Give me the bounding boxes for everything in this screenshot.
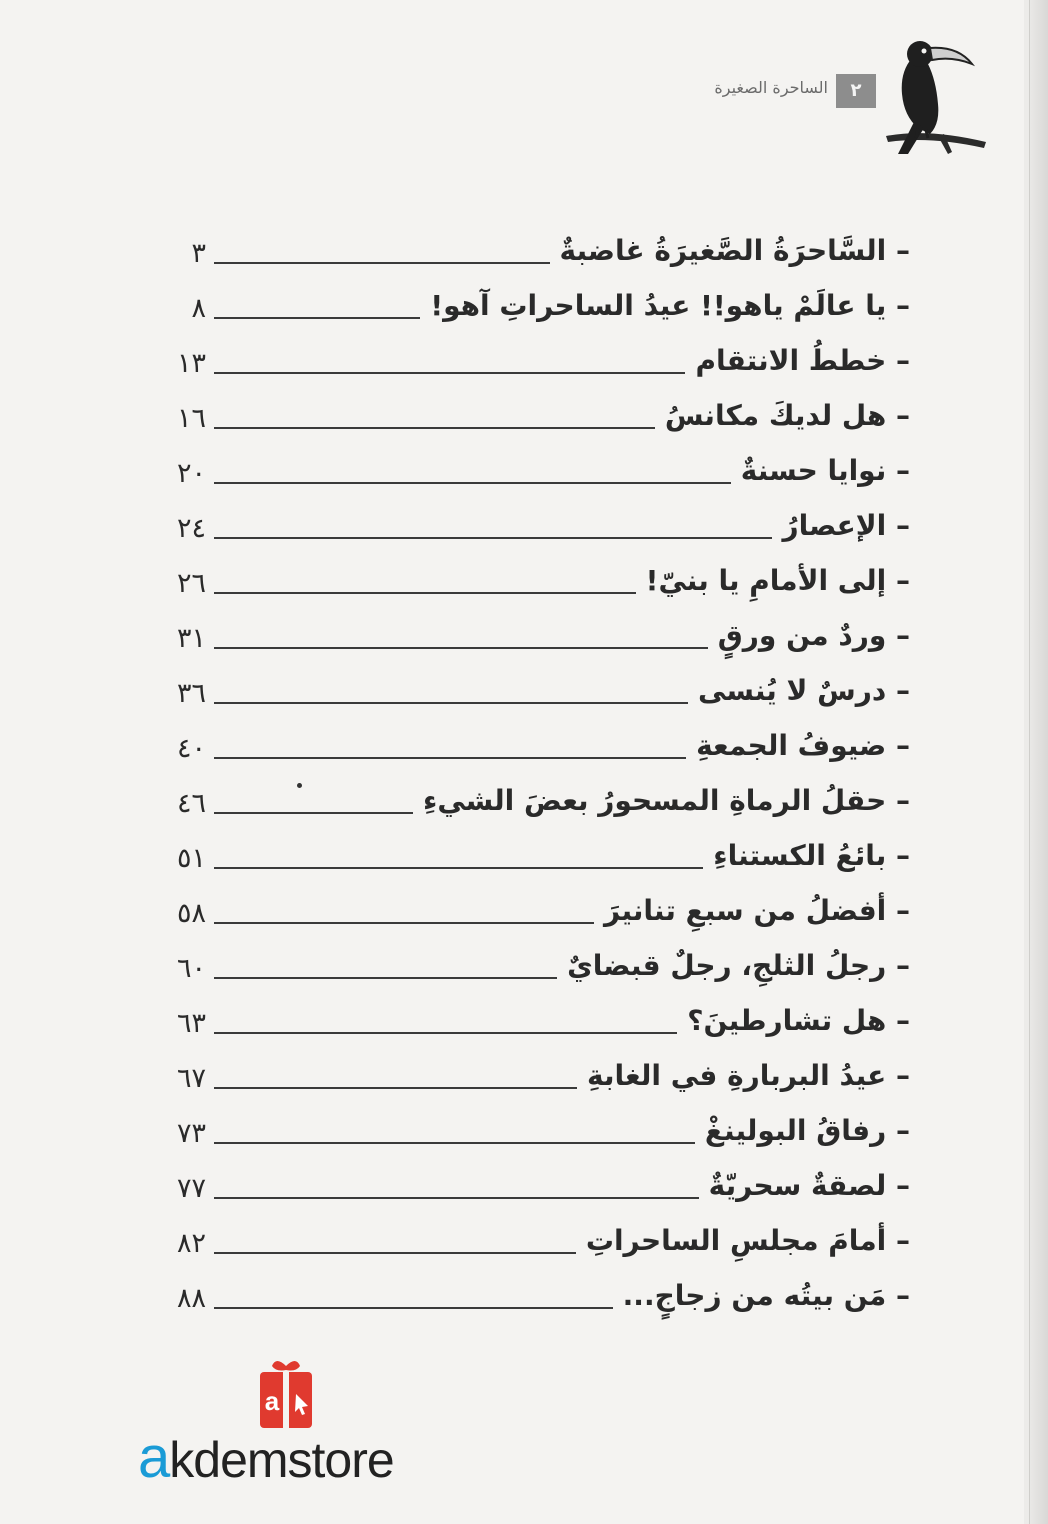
toc-page-number: ٥١ bbox=[176, 843, 206, 874]
toc-entry bbox=[150, 780, 910, 835]
toc-entry bbox=[150, 1220, 910, 1275]
toc-page-number: ٨٨ bbox=[176, 1283, 206, 1314]
toc-entry bbox=[150, 945, 910, 1000]
toc-entry bbox=[150, 395, 910, 450]
toc-entry bbox=[150, 1165, 910, 1220]
ink-speck bbox=[297, 783, 302, 788]
toc-chapter-title: – بائعُ الكستناءِ bbox=[713, 839, 910, 872]
toc-entry bbox=[150, 1000, 910, 1055]
toc-leader-line bbox=[214, 922, 594, 924]
store-brand-initial: a bbox=[138, 1425, 170, 1490]
toc-page-number: ٧٣ bbox=[176, 1118, 206, 1149]
toc-leader-line bbox=[214, 317, 420, 319]
toc-entry bbox=[150, 890, 910, 945]
store-brand-name bbox=[138, 1424, 394, 1491]
toc-chapter-title: – رجلُ الثلجِ، رجلٌ قبضايٌ bbox=[567, 949, 910, 982]
toc-entry bbox=[150, 230, 910, 285]
toc-chapter-title: – إلى الأمامِ يا بنيّ! bbox=[645, 564, 910, 597]
toc-leader-line bbox=[214, 1307, 613, 1309]
toc-entry bbox=[150, 1055, 910, 1110]
toc-leader-line bbox=[214, 977, 557, 979]
toc-leader-line bbox=[214, 867, 703, 869]
toc-chapter-title: – رفاقُ البولينغْ bbox=[704, 1114, 910, 1147]
toc-page-number: ٦٠ bbox=[176, 953, 206, 984]
toc-page-number: ٤٦ bbox=[176, 788, 206, 819]
store-brand-rest: kdemstore bbox=[169, 1432, 394, 1488]
store-watermark bbox=[138, 1356, 438, 1490]
toc-leader-line bbox=[214, 1032, 677, 1034]
toc-leader-line bbox=[214, 1197, 699, 1199]
toc-page-number: ٢٦ bbox=[176, 568, 206, 599]
toc-chapter-title: – أمامَ مجلسِ الساحراتِ bbox=[585, 1224, 910, 1257]
crow-on-branch-icon bbox=[878, 24, 988, 164]
toc-leader-line bbox=[214, 1142, 695, 1144]
table-of-contents bbox=[150, 230, 910, 1330]
toc-chapter-title: – خططُ الانتقام bbox=[695, 344, 910, 377]
toc-page-number: ٣١ bbox=[176, 623, 206, 654]
toc-leader-line bbox=[214, 537, 772, 539]
toc-leader-line bbox=[214, 647, 708, 649]
toc-leader-line bbox=[214, 1252, 576, 1254]
logo-letter: a bbox=[264, 1386, 280, 1416]
toc-page-number: ٦٧ bbox=[176, 1063, 206, 1094]
toc-chapter-title: – أفضلُ من سبعِ تنانيرَ bbox=[604, 894, 910, 927]
toc-page-number: ١٦ bbox=[176, 403, 206, 434]
toc-entry bbox=[150, 835, 910, 890]
toc-page-number: ٦٣ bbox=[176, 1008, 206, 1039]
toc-chapter-title: – الإعصارُ bbox=[782, 509, 910, 542]
toc-page-number: ٤٠ bbox=[176, 733, 206, 764]
toc-leader-line bbox=[214, 427, 655, 429]
toc-entry bbox=[150, 670, 910, 725]
toc-page-number: ٨٢ bbox=[176, 1228, 206, 1259]
toc-entry bbox=[150, 450, 910, 505]
toc-entry bbox=[150, 340, 910, 395]
toc-leader-line bbox=[214, 482, 731, 484]
toc-chapter-title: – حقلُ الرماةِ المسحورُ بعضَ الشيءِ bbox=[423, 784, 910, 817]
toc-chapter-title: – ضيوفُ الجمعةِ bbox=[696, 729, 910, 762]
toc-entry bbox=[150, 285, 910, 340]
toc-leader-line bbox=[214, 1087, 577, 1089]
toc-entry bbox=[150, 505, 910, 560]
toc-entry bbox=[150, 560, 910, 615]
toc-chapter-title: – يا عالَمْ ياهو!! عيدُ الساحراتِ آهو! bbox=[430, 289, 910, 322]
toc-chapter-title: – هل تشارطينَ؟ bbox=[687, 1004, 910, 1037]
toc-leader-line bbox=[214, 702, 688, 704]
toc-page-number: ٢٤ bbox=[176, 513, 206, 544]
running-header-page-number: ٢ bbox=[836, 74, 876, 108]
toc-leader-line bbox=[214, 757, 686, 759]
toc-chapter-title: – وردٌ من ورقٍ bbox=[717, 619, 910, 652]
toc-leader-line bbox=[214, 812, 413, 814]
toc-leader-line bbox=[214, 372, 685, 374]
page-edge bbox=[1029, 0, 1048, 1524]
toc-page-number: ١٣ bbox=[176, 348, 206, 379]
toc-chapter-title: – مَن بيتُه من زجاجٍ... bbox=[622, 1279, 910, 1312]
toc-page-number: ٨ bbox=[191, 293, 206, 324]
toc-leader-line bbox=[214, 262, 550, 264]
toc-entry bbox=[150, 1275, 910, 1330]
toc-page-number: ٢٠ bbox=[176, 458, 206, 489]
toc-chapter-title: – لصقةٌ سحريّةٌ bbox=[708, 1169, 910, 1202]
toc-page-number: ٧٧ bbox=[176, 1173, 206, 1204]
toc-chapter-title: – درسٌ لا يُنسى bbox=[698, 674, 910, 707]
running-header-title: الساحرة الصغيرة bbox=[714, 78, 828, 97]
toc-entry bbox=[150, 1110, 910, 1165]
toc-page-number: ٥٨ bbox=[176, 898, 206, 929]
toc-chapter-title: – السَّاحرَةُ الصَّغيرَةُ غاضبةٌ bbox=[559, 234, 910, 267]
toc-page-number: ٣٦ bbox=[176, 678, 206, 709]
toc-chapter-title: – هل لديكَ مكانسُ bbox=[664, 399, 910, 432]
toc-page-number: ٣ bbox=[191, 238, 206, 269]
toc-entry bbox=[150, 615, 910, 670]
toc-chapter-title: – عيدُ البربارةِ في الغابةِ bbox=[587, 1059, 910, 1092]
toc-leader-line bbox=[214, 592, 636, 594]
toc-entry bbox=[150, 725, 910, 780]
toc-chapter-title: – نوايا حسنةٌ bbox=[740, 454, 910, 487]
running-header bbox=[700, 68, 1000, 128]
